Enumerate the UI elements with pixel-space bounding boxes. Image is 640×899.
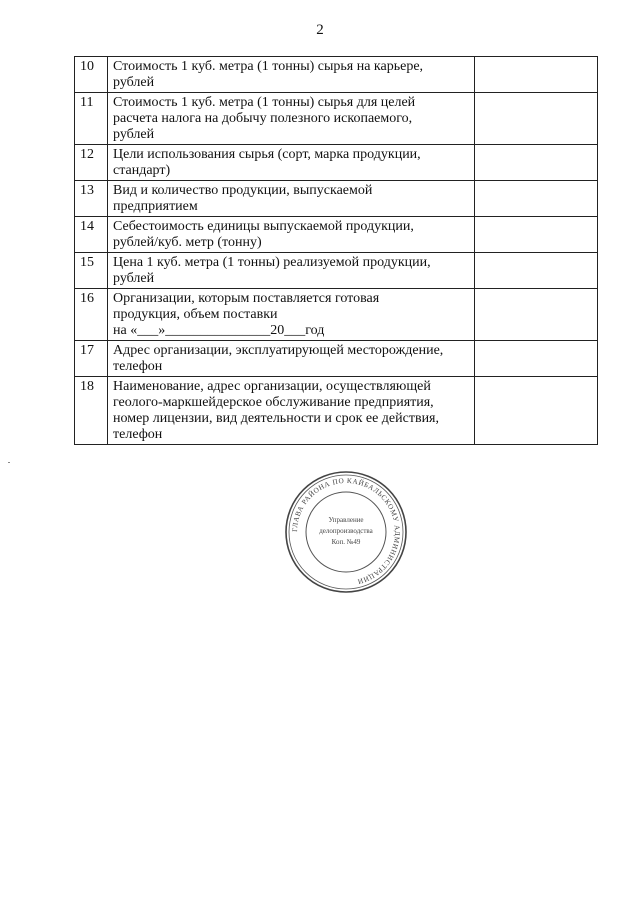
table-row [75, 217, 598, 253]
row-description [108, 145, 475, 181]
description-line: на «___»_______________20___год [113, 323, 325, 338]
row-description [108, 289, 475, 341]
form-table [74, 56, 598, 445]
row-number: 18 [75, 377, 108, 445]
value-cell [475, 217, 598, 253]
stamp-center-line-1: Управление [328, 516, 364, 524]
table-row [75, 57, 598, 93]
page-number: 2 [316, 22, 324, 38]
description-line: номер лицензии, вид деятельности и срок ее действия, [113, 411, 439, 426]
description-line: геолого-маркшейдерское обслуживание предприятия, [113, 395, 434, 410]
description-line: Себестоимость единицы выпускаемой продукции, [113, 219, 414, 234]
row-description [108, 57, 475, 93]
stamp-center-line-2: делопроизводства [319, 527, 373, 535]
description-line: продукция, объем поставки [113, 307, 278, 322]
description-line: Стоимость 1 куб. метра (1 тонны) сырья на карьере, [113, 59, 424, 74]
description-line: расчета налога на добычу полезного ископаемого, [113, 111, 413, 126]
row-description [108, 377, 475, 445]
description-line: рублей/куб. метр (тонну) [113, 235, 262, 250]
stamp-center-line-3: Коп. №49 [331, 538, 361, 546]
description-line: Цели использования сырья (сорт, марка продукции, [113, 147, 421, 162]
description-line: Адрес организации, эксплуатирующей месторождение, [113, 343, 444, 358]
table-row [75, 181, 598, 217]
row-description [108, 253, 475, 289]
table-row [75, 253, 598, 289]
description-line: Цена 1 куб. метра (1 тонны) реализуемой продукции, [113, 255, 431, 270]
description-line: телефон [113, 359, 163, 374]
table-row [75, 341, 598, 377]
row-description [108, 181, 475, 217]
value-cell [475, 181, 598, 217]
row-number: 11 [75, 93, 108, 145]
row-number: 13 [75, 181, 108, 217]
row-description [108, 217, 475, 253]
value-cell [475, 289, 598, 341]
description-line: рублей [113, 75, 155, 90]
row-number: 12 [75, 145, 108, 181]
row-description [108, 93, 475, 145]
value-cell [475, 93, 598, 145]
description-line: Стоимость 1 куб. метра (1 тонны) сырья для целей [113, 95, 416, 110]
value-cell [475, 57, 598, 93]
value-cell [475, 253, 598, 289]
row-number: 15 [75, 253, 108, 289]
description-line: телефон [113, 427, 163, 442]
row-number: 17 [75, 341, 108, 377]
description-line: предприятием [113, 199, 198, 214]
table-row [75, 377, 598, 445]
row-description [108, 341, 475, 377]
table-row [75, 145, 598, 181]
stamp-outer-text: ГЛАВА РАЙОНА ПО КАЙБАЛЬСКОМУ АДМИНИСТРАЦИИ [290, 476, 402, 586]
description-line: стандарт) [113, 163, 171, 178]
description-line: рублей [113, 127, 155, 142]
description-line: Наименование, адрес организации, осуществляющей [113, 379, 431, 394]
description-line: Организации, которым поставляется готовая [113, 291, 380, 306]
row-number: 16 [75, 289, 108, 341]
row-number: 14 [75, 217, 108, 253]
description-line: рублей [113, 271, 155, 286]
value-cell [475, 341, 598, 377]
scan-speck [8, 462, 10, 463]
row-number: 10 [75, 57, 108, 93]
official-stamp-seal [284, 470, 408, 594]
table-row [75, 93, 598, 145]
value-cell [475, 145, 598, 181]
description-line: Вид и количество продукции, выпускаемой [113, 183, 373, 198]
value-cell [475, 377, 598, 445]
table-row [75, 289, 598, 341]
